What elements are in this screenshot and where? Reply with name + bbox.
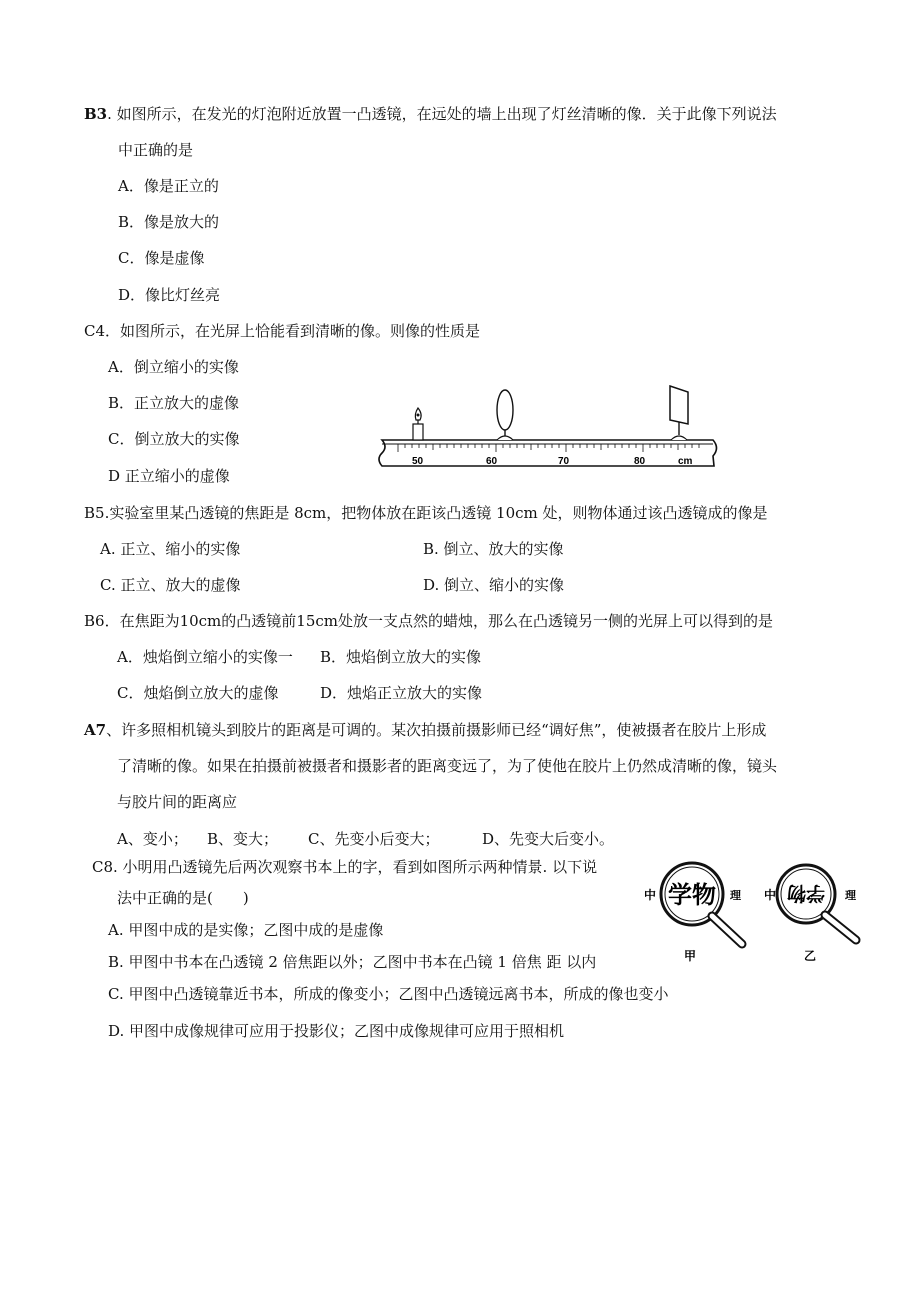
question-a7-stem-line-1: A7、许多照相机镜头到胶片的距离是可调的。某次拍摄前摄影师已经“调好焦”，使被摄者在胶片上形成	[84, 721, 767, 739]
rail-label-70: 70	[558, 456, 570, 467]
magnifier-left-caption: 甲	[684, 949, 697, 963]
magnifier-left-icon	[644, 863, 742, 963]
magnifier-figure	[640, 856, 870, 968]
magnifier-right-caption: 乙	[804, 949, 817, 963]
question-c8-stem-line-2: 法中正确的是( )	[117, 889, 249, 907]
rail-label-80: 80	[634, 456, 646, 467]
question-b6-stem: B6．在焦距为10cm的凸透镜前15cm处放一支点然的蜡烛，那么在凸透镜另一侧的光屏上可以得到的是	[84, 612, 773, 630]
magnifier-right-lens-text: 学物	[786, 882, 826, 904]
question-c8-option-d[interactable]: D. 甲图中成像规律可应用于投影仪；乙图中成像规律可应用于照相机	[108, 1022, 565, 1040]
question-b3-option-d[interactable]: D．像比灯丝亮	[118, 286, 221, 304]
question-c8-option-c[interactable]: C. 甲图中凸透镜靠近书本，所成的像变小；乙图中凸透镜远离书本，所成的像也变小	[108, 985, 669, 1003]
question-c8-stem-line-1: C8. 小明用凸透镜先后两次观察书本上的字，看到如图所示两种情景. 以下说	[92, 858, 598, 876]
question-a7-stem-line-2: 了清晰的像。如果在拍摄前被摄者和摄影者的距离变远了，为了使他在胶片上仍然成清晰的像，镜头	[117, 757, 778, 775]
question-b3-option-b[interactable]: B．像是放大的	[118, 213, 220, 231]
question-b6-option-d[interactable]: D．烛焰正立放大的实像	[320, 684, 483, 702]
question-b5-option-c[interactable]: C. 正立、放大的虚像	[100, 576, 241, 594]
question-a7-option-a[interactable]: A、变小；	[117, 830, 188, 848]
question-b6-option-c[interactable]: C．烛焰倒立放大的虚像	[117, 684, 279, 702]
magnifier-left-outer-left: 中	[644, 888, 657, 902]
convex-lens-icon	[497, 390, 513, 440]
question-b3-option-a[interactable]: A．像是正立的	[118, 177, 219, 195]
question-b3-option-c[interactable]: C．像是虚像	[118, 249, 205, 267]
question-b3-id: B3	[84, 105, 108, 123]
question-c8-option-b[interactable]: B. 甲图中书本在凸透镜 2 倍焦距以外；乙图中书本在凸镜 1 倍焦 距 以内	[108, 953, 597, 971]
question-b5-option-b[interactable]: B. 倒立、放大的实像	[423, 540, 564, 558]
rail-label-50: 50	[412, 456, 424, 467]
question-c4-stem: C4．如图所示，在光屏上恰能看到清晰的像。则像的性质是	[84, 322, 481, 340]
rail-label-unit: cm	[678, 456, 693, 467]
light-screen-icon	[670, 386, 688, 440]
rail-label-60: 60	[486, 456, 498, 467]
question-c4-option-c[interactable]: C．倒立放大的实像	[108, 430, 240, 448]
question-a7-stem-line-3: 与胶片间的距离应	[117, 793, 238, 811]
question-b3-stem-line-1: B3. 如图所示，在发光的灯泡附近放置一凸透镜，在远处的墙上出现了灯丝清晰的像．关于此像下列说法	[84, 105, 777, 123]
magnifier-left-lens-text: 学物	[668, 881, 716, 909]
question-c4-option-a[interactable]: A．倒立缩小的实像	[108, 358, 239, 376]
question-a7-option-c[interactable]: C、先变小后变大；	[308, 830, 440, 848]
question-b3-stem-line-2: 中正确的是	[118, 141, 194, 159]
question-a7-id: A7	[84, 721, 107, 739]
question-c4-option-d[interactable]: D 正立缩小的虚像	[108, 467, 230, 485]
question-b5-option-a[interactable]: A. 正立、缩小的实像	[100, 540, 241, 558]
magnifier-right-outer-right: 理	[845, 890, 856, 902]
question-b6-option-b[interactable]: B．烛焰倒立放大的实像	[320, 648, 482, 666]
magnifier-left-outer-right: 理	[730, 890, 741, 902]
magnifier-right-outer-left: 中	[764, 888, 777, 902]
candle-icon	[413, 408, 423, 440]
optical-bench-figure	[368, 380, 728, 472]
question-b6-option-a[interactable]: A．烛焰倒立缩小的实像一	[117, 648, 293, 666]
question-c8-option-a[interactable]: A. 甲图中成的是实像；乙图中成的是虚像	[108, 921, 384, 939]
question-a7-option-b[interactable]: B、变大；	[207, 830, 279, 848]
question-a7-option-d[interactable]: D、先变大后变小。	[482, 830, 615, 848]
magnifier-right-icon	[764, 865, 857, 963]
question-b5-stem: B5.实验室里某凸透镜的焦距是 8cm，把物体放在距该凸透镜 10cm 处，则物体通过该凸透镜成的像是	[84, 504, 768, 522]
question-c4-option-b[interactable]: B．正立放大的虚像	[108, 394, 240, 412]
question-b5-option-d[interactable]: D. 倒立、缩小的实像	[423, 576, 565, 594]
